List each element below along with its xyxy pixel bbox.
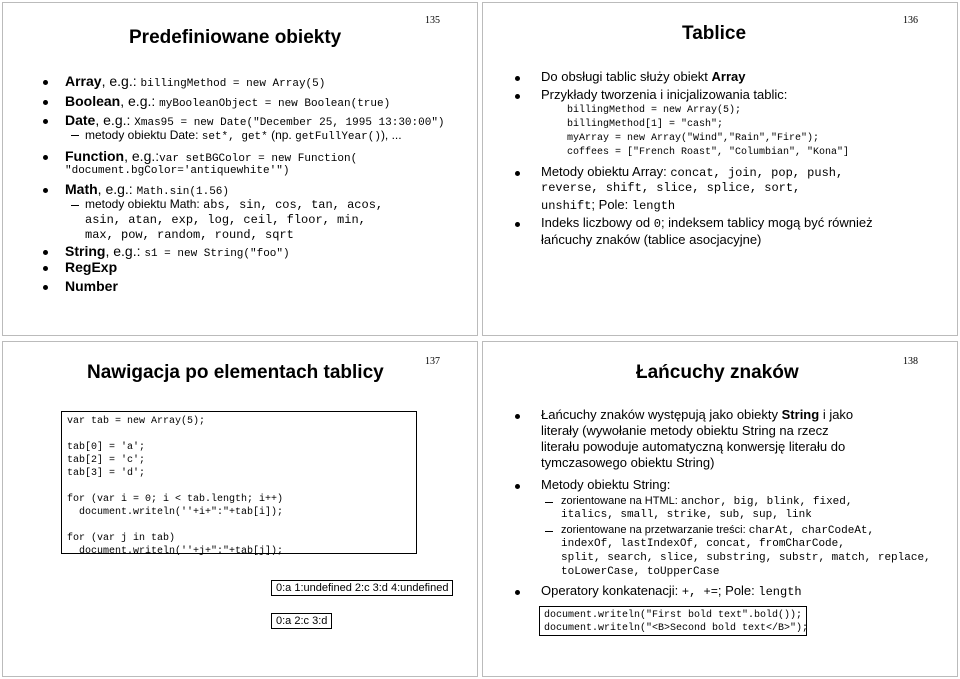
code-line: for (var j in tab) bbox=[67, 533, 176, 544]
date-methods: metody obiektu Date: set*, get* (np. getFullYear()), ... bbox=[85, 128, 402, 143]
bullet-icon bbox=[43, 119, 48, 124]
page-number: 136 bbox=[903, 15, 918, 26]
bullet-icon bbox=[43, 266, 48, 271]
dash-icon bbox=[71, 135, 79, 136]
array-intro: Do obsługi tablic służy obiekt Array bbox=[541, 69, 746, 84]
string-methods-heading: Metody obiektu String: bbox=[541, 477, 671, 492]
code-line: tab[3] = 'd'; bbox=[67, 468, 146, 479]
array-examples-heading: Przykłady tworzenia i inicjalizowania tablic: bbox=[541, 87, 788, 102]
item-date: Date, e.g.: Xmas95 = new Date("December 25, 1995 13:30:00") bbox=[65, 112, 445, 129]
output-box-for-loop: 0:a 1:undefined 2:c 3:d 4:undefined bbox=[271, 580, 453, 596]
slide-title: Tablice bbox=[682, 23, 747, 44]
bullet-icon bbox=[515, 222, 520, 227]
slide-137 bbox=[2, 341, 478, 677]
page-number: 138 bbox=[903, 356, 918, 367]
text-methods-line3: split, search, slice, substring, substr, match, replace, bbox=[561, 552, 931, 564]
slide-title: Łańcuchy znaków bbox=[636, 362, 799, 383]
string-intro: Łańcuchy znaków występują jako obiekty String i jako literały (wywołanie metody obiektu String na rzecz literału powoduje automatyczną konwersję literału do tymczasowego obiektu String) bbox=[541, 407, 854, 470]
bold-code-example bbox=[539, 606, 807, 636]
bullet-icon bbox=[43, 250, 48, 255]
bullet-icon bbox=[43, 188, 48, 193]
math-methods-line3: max, pow, random, round, sqrt bbox=[85, 228, 294, 242]
slide-title: Predefiniowane obiekty bbox=[129, 27, 342, 48]
slide-title: Nawigacja po elementach tablicy bbox=[87, 362, 384, 383]
item-boolean: Boolean, e.g.: myBooleanObject = new Boolean(true) bbox=[65, 93, 391, 110]
bullet-icon bbox=[43, 155, 48, 160]
text-methods-line2: indexOf, lastIndexOf, concat, fromCharCode, bbox=[561, 538, 845, 550]
html-methods: zorientowane na HTML: anchor, big, blink, fixed, bbox=[561, 495, 853, 508]
slide-138 bbox=[482, 341, 958, 677]
item-regexp: RegExp bbox=[65, 259, 118, 275]
bullet-icon bbox=[515, 590, 520, 595]
page-number: 137 bbox=[425, 356, 440, 367]
item-number: Number bbox=[65, 278, 118, 294]
array-index-note: Indeks liczbowy od 0; indeksem tablicy mogą być również bbox=[541, 215, 873, 231]
page-number: 135 bbox=[425, 15, 440, 26]
dash-icon bbox=[545, 502, 553, 503]
code-line bbox=[67, 519, 411, 532]
bullet-icon bbox=[43, 80, 48, 85]
array-index-note-line2: łańcuchy znaków (tablice asocjacyjne) bbox=[541, 232, 762, 247]
text-methods-line4: toLowerCase, toUpperCase bbox=[561, 566, 720, 578]
bullet-icon bbox=[515, 76, 520, 81]
dash-icon bbox=[71, 205, 79, 206]
output-box-for-in: 0:a 2:c 3:d bbox=[271, 613, 332, 629]
code-line: billingMethod = new Array(5); bbox=[567, 105, 742, 116]
math-methods: metody obiektu Math: abs, sin, cos, tan, acos, bbox=[85, 197, 384, 212]
bullet-icon bbox=[515, 171, 520, 176]
code-line: document.writeln("First bold text".bold()); bbox=[544, 610, 803, 621]
code-line: for (var i = 0; i < tab.length; i++) bbox=[67, 494, 284, 505]
item-math: Math, e.g.: Math.sin(1.56) bbox=[65, 181, 230, 198]
array-methods: Metody obiektu Array: concat, join, pop, push, bbox=[541, 164, 844, 180]
code-line: tab[0] = 'a'; bbox=[67, 442, 146, 453]
slide-135 bbox=[2, 2, 478, 336]
array-methods-line3: unshift; Pole: length bbox=[541, 197, 676, 213]
bullet-icon bbox=[43, 285, 48, 290]
item-function: Function, e.g.:var setBGColor = new Function( bbox=[65, 148, 358, 165]
slide-136 bbox=[482, 2, 958, 336]
code-line bbox=[67, 428, 411, 441]
code-line: coffees = ["French Roast", "Columbian", "Kona"] bbox=[567, 147, 850, 158]
bullet-icon bbox=[43, 100, 48, 105]
code-line: document.writeln(''+j+":"+tab[j]); bbox=[67, 546, 284, 557]
concat-operators: Operatory konkatenacji: +, +=; Pole: length bbox=[541, 583, 802, 599]
bullet-icon bbox=[515, 484, 520, 489]
bullet-icon bbox=[515, 94, 520, 99]
text-methods: zorientowane na przetwarzanie treści: charAt, charCodeAt, bbox=[561, 524, 875, 537]
code-line: document.writeln("<B>Second bold text</B>"); bbox=[544, 623, 809, 634]
navigation-code bbox=[61, 411, 417, 557]
item-string: String, e.g.: s1 = new String("foo") bbox=[65, 243, 290, 260]
code-line: myArray = new Array("Wind","Rain","Fire"); bbox=[567, 133, 820, 144]
code-line: var tab = new Array(5); bbox=[67, 416, 206, 427]
item-array: Array, e.g.: billingMethod = new Array(5) bbox=[65, 73, 326, 90]
bullet-icon bbox=[515, 414, 520, 419]
code-line bbox=[67, 480, 411, 493]
array-code bbox=[567, 104, 849, 160]
array-methods-line2: reverse, shift, slice, splice, sort, bbox=[541, 181, 801, 195]
code-line: tab[2] = 'c'; bbox=[67, 455, 146, 466]
dash-icon bbox=[545, 531, 553, 532]
function-continuation: "document.bgColor='antiquewhite'") bbox=[65, 165, 290, 177]
math-methods-line2: asin, atan, exp, log, ceil, floor, min, bbox=[85, 213, 366, 227]
html-methods-line2: italics, small, strike, sub, sup, link bbox=[561, 509, 812, 521]
code-line: document.writeln(''+i+":"+tab[i]); bbox=[67, 507, 284, 518]
code-line: billingMethod[1] = "cash"; bbox=[567, 119, 724, 130]
